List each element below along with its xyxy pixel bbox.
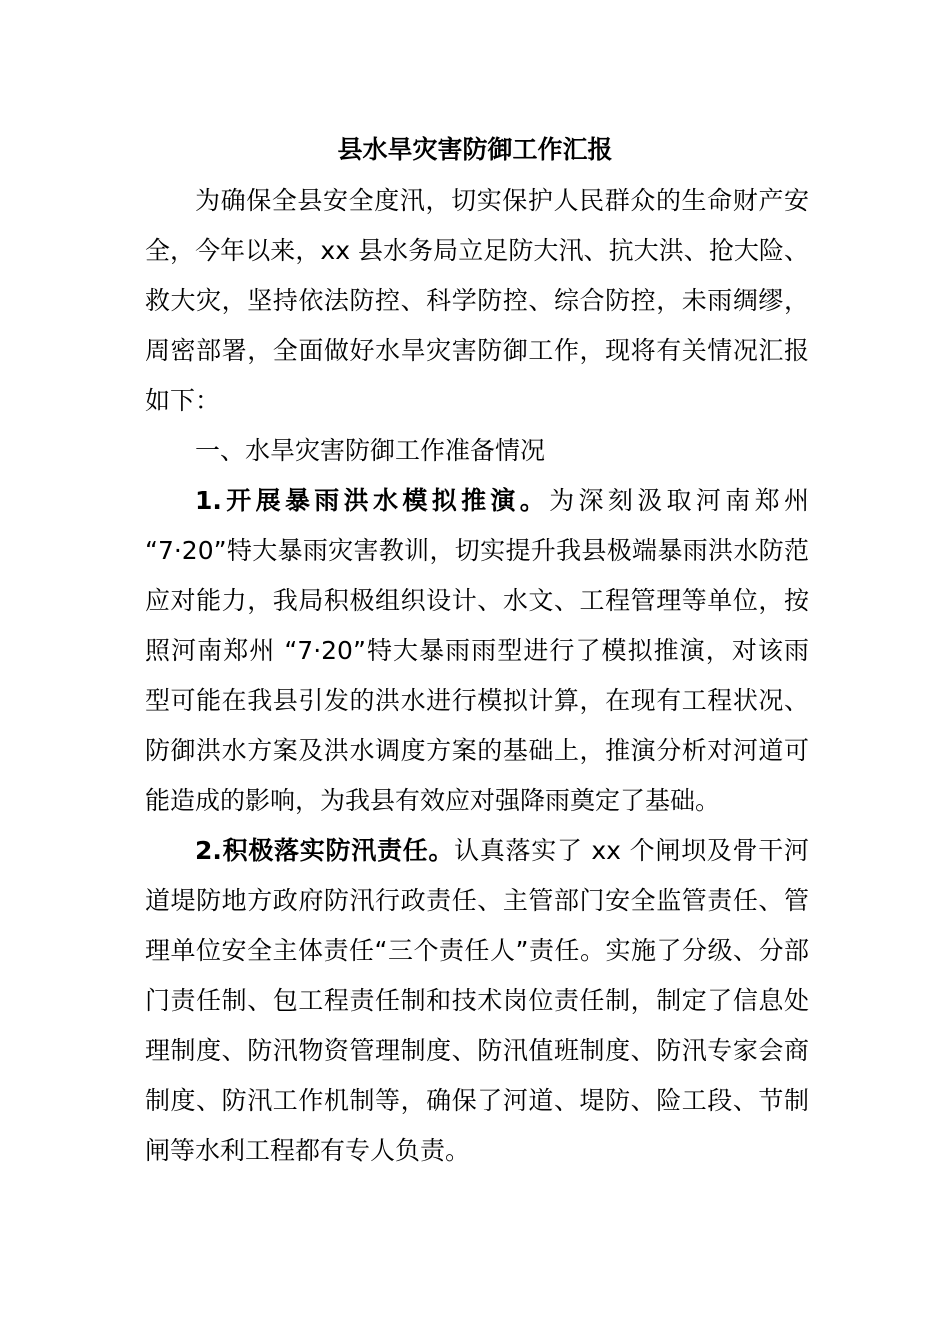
item-lead-1: 1.开展暴雨洪水模拟推演。 [195,486,550,515]
document-title: 县水旱灾害防御工作汇报 [337,135,613,164]
item-lead-2: 2.积极落实防汛责任。 [195,836,455,865]
item-text-2: 认真落实了 xx 个闸坝及骨干河道堤防地方政府防汛行政责任、主管部门安全监管责任、管理单位安全主体责任“三个责任人”责任。实施了分级、分部门责任制、包工程责任制和技术岗位责任制，制定了信息处理制度、防汛物资管理制度、防汛值班制度、防汛专家会商制度、防汛工作机制等，确保了河道、堤防、险工段、节制闸等水利工程都有专人负责。 [145,836,809,1165]
section-heading: 一、水旱灾害防御工作准备情况 [195,436,546,465]
item-text-1: 为深刻汲取河南郑州 “7·20”特大暴雨灾害教训，切实提升我县极端暴雨洪水防范应对能力，我局积极组织设计、水文、工程管理等单位，按照河南郑州 “7·20”特大暴雨雨型进行了模拟推演，对该雨型可能在我县引发的洪水进行模拟计算，在现有工程状况、防御洪水方案及洪水调度方案的基础上，推演分析对河道可能造成的影响，为我县有效应对强降雨奠定了基础。 [145,486,809,815]
item-paragraph-2 [145,826,809,1176]
document-body [145,176,809,1176]
item-paragraph-1 [145,476,809,826]
intro-paragraph: 为确保全县安全度汛，切实保护人民群众的生命财产安全，今年以来，xx 县水务局立足防大汛、抗大洪、抢大险、救大灾，坚持依法防控、科学防控、综合防控，未雨绸缪，周密部署，全面做好水旱灾害防御工作，现将有关情况汇报如下： [145,186,809,415]
